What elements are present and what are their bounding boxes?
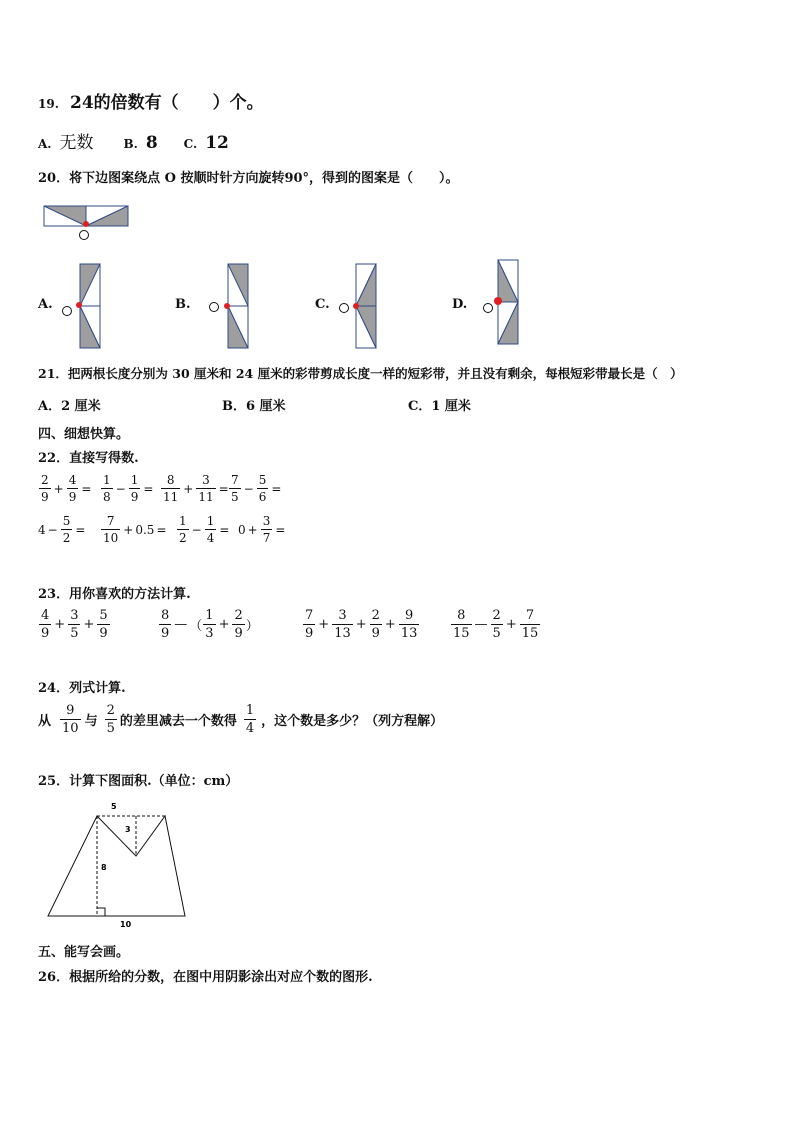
q25-dim-base: 10 bbox=[120, 920, 132, 929]
denominator: 15 bbox=[521, 626, 539, 641]
q23-stem: 23．用你喜欢的方法计算. bbox=[38, 587, 191, 602]
fraction bbox=[203, 609, 215, 640]
fraction bbox=[39, 609, 51, 640]
fraction bbox=[491, 609, 503, 640]
denominator: 5 bbox=[106, 721, 115, 736]
section-4-title: 四、细想快算。 bbox=[38, 427, 130, 442]
numerator: 8 bbox=[457, 608, 466, 623]
denominator: 3 bbox=[205, 626, 214, 641]
right-paren: ） bbox=[245, 619, 259, 634]
numerator: 5 bbox=[99, 608, 108, 623]
numerator: 7 bbox=[106, 514, 115, 528]
q25-figure bbox=[40, 800, 200, 930]
equals: = bbox=[271, 481, 282, 496]
q25-dim-top: 5 bbox=[111, 802, 117, 811]
operator: — bbox=[474, 617, 488, 632]
q20-option-d-figure bbox=[476, 258, 536, 350]
text: ，这个数是多少？（列方程解） bbox=[261, 714, 444, 729]
q22-expr-5 bbox=[38, 515, 87, 544]
q22-expr-4 bbox=[228, 474, 283, 503]
fraction bbox=[196, 474, 215, 503]
numerator: 7 bbox=[305, 608, 314, 623]
q20-option-b-figure bbox=[204, 262, 264, 354]
operator: + bbox=[384, 617, 396, 632]
operator: + bbox=[54, 617, 66, 632]
operator: + bbox=[218, 617, 230, 632]
fraction bbox=[161, 474, 180, 503]
q24-stem: 24．列式计算. bbox=[38, 681, 126, 696]
q22-stem: 22．直接写得数. bbox=[38, 451, 139, 466]
numerator: 8 bbox=[166, 473, 175, 487]
numerator: 7 bbox=[525, 608, 535, 623]
operator: + bbox=[53, 481, 64, 496]
fraction bbox=[129, 474, 141, 503]
q21-stem: 21．把两根长度分别为 30 厘米和 24 厘米的彩带剪成长度一样的短彩带，并且没有剩余，每根短彩带最长是（ ） bbox=[38, 366, 683, 381]
q20-option-b-label: B. bbox=[175, 297, 191, 312]
operator: − bbox=[191, 522, 202, 537]
fraction bbox=[451, 609, 472, 640]
q22-expr-3 bbox=[160, 474, 231, 503]
numerator: 4 bbox=[41, 608, 50, 623]
denominator: 9 bbox=[234, 626, 243, 641]
numerator: 2 bbox=[106, 703, 115, 718]
fraction bbox=[520, 609, 541, 640]
numerator: 2 bbox=[492, 608, 501, 623]
operator: − bbox=[243, 481, 254, 496]
q19-option-c-label: C. bbox=[183, 137, 198, 151]
q20-option-d-label: D. bbox=[452, 297, 468, 312]
numerator: 3 bbox=[262, 514, 271, 528]
text: 从 bbox=[38, 714, 52, 729]
q23-expr-3 bbox=[302, 609, 420, 640]
operator: + bbox=[355, 617, 367, 632]
fraction bbox=[370, 609, 382, 640]
fraction bbox=[229, 474, 241, 503]
operator: + bbox=[123, 522, 134, 537]
fraction bbox=[97, 609, 109, 640]
fraction bbox=[67, 474, 79, 503]
equals: = bbox=[275, 522, 286, 537]
fraction bbox=[101, 515, 120, 544]
denominator: 9 bbox=[305, 626, 314, 641]
numerator: 5 bbox=[62, 514, 71, 528]
q19-options bbox=[38, 128, 229, 153]
operator: + bbox=[83, 617, 95, 632]
q24-problem bbox=[38, 704, 443, 735]
q22-expr-6 bbox=[100, 515, 169, 544]
q19-number: 19. bbox=[38, 97, 59, 111]
denominator: 4 bbox=[206, 531, 215, 545]
text: 的差里减去一个数得 bbox=[119, 714, 237, 729]
numerator: 1 bbox=[103, 473, 111, 487]
denominator: 13 bbox=[400, 626, 418, 641]
q20-original-figure bbox=[40, 202, 140, 242]
denominator: 9 bbox=[371, 626, 380, 641]
fraction bbox=[244, 704, 256, 735]
q22-expr-7 bbox=[176, 515, 231, 544]
numerator: 7 bbox=[231, 473, 239, 487]
equals: = bbox=[75, 522, 86, 537]
numerator: 2 bbox=[234, 608, 243, 623]
numerator: 9 bbox=[404, 608, 414, 623]
q19-option-a-text: 无数 bbox=[59, 133, 94, 153]
q21-option-c: C．1 厘米 bbox=[408, 399, 471, 414]
q20-option-a-figure bbox=[60, 262, 110, 354]
q20-stem: 20．将下边图案绕点 O 按顺时针方向旋转90°，得到的图案是（ ）。 bbox=[38, 171, 459, 186]
equals: = bbox=[156, 522, 167, 537]
section-5-title: 五、能写会画。 bbox=[38, 945, 130, 960]
operator: + bbox=[505, 617, 517, 632]
denominator: 9 bbox=[41, 490, 49, 504]
q19-line bbox=[38, 88, 264, 113]
number: 0.5 bbox=[135, 522, 155, 537]
q23-expr-1 bbox=[38, 609, 111, 640]
q20-option-c-label: C. bbox=[315, 297, 330, 312]
q19-option-a-label: A. bbox=[38, 137, 52, 151]
q19-option-b-label: B. bbox=[123, 137, 138, 151]
denominator: 8 bbox=[103, 490, 111, 504]
numerator: 5 bbox=[258, 473, 267, 487]
fraction bbox=[101, 474, 113, 503]
numerator: 3 bbox=[70, 608, 79, 623]
denominator: 10 bbox=[62, 721, 79, 736]
denominator: 2 bbox=[179, 531, 187, 545]
q21-option-b: B．6 厘米 bbox=[222, 399, 286, 414]
fraction bbox=[39, 474, 51, 503]
fraction bbox=[303, 609, 315, 640]
q23-expr-2 bbox=[158, 609, 259, 640]
numerator: 1 bbox=[205, 608, 214, 623]
q20-option-c-figure bbox=[334, 262, 394, 354]
denominator: 4 bbox=[245, 721, 255, 736]
left-paren: （ bbox=[189, 619, 203, 634]
equals: = bbox=[219, 522, 230, 537]
fraction bbox=[232, 609, 244, 640]
denominator: 9 bbox=[130, 490, 139, 504]
q26-stem: 26．根据所给的分数，在图中用阴影涂出对应个数的图形. bbox=[38, 970, 373, 985]
fraction bbox=[68, 609, 80, 640]
denominator: 11 bbox=[198, 490, 214, 504]
fraction bbox=[332, 609, 353, 640]
numerator: 1 bbox=[130, 473, 139, 487]
text: 与 bbox=[84, 714, 98, 729]
numerator: 3 bbox=[338, 608, 347, 623]
fraction bbox=[177, 515, 189, 544]
fraction bbox=[60, 704, 81, 735]
q22-expr-2 bbox=[100, 474, 155, 503]
q19-stem: 24的倍数有（ ）个。 bbox=[69, 93, 264, 113]
denominator: 9 bbox=[99, 626, 108, 641]
operator: + bbox=[247, 522, 258, 537]
denominator: 5 bbox=[70, 626, 79, 641]
fraction bbox=[105, 704, 117, 735]
fraction bbox=[261, 515, 273, 544]
number: 0 bbox=[238, 522, 246, 537]
q19-option-c-text: 12 bbox=[205, 133, 229, 153]
denominator: 2 bbox=[62, 531, 71, 545]
denominator: 5 bbox=[492, 626, 501, 641]
denominator: 5 bbox=[231, 490, 239, 504]
numerator: 3 bbox=[202, 473, 210, 487]
fraction bbox=[205, 515, 217, 544]
fraction bbox=[399, 609, 420, 640]
equals: = bbox=[143, 481, 154, 496]
numerator: 1 bbox=[245, 703, 255, 718]
denominator: 7 bbox=[262, 531, 271, 545]
q25-dim-height: 8 bbox=[101, 863, 107, 872]
denominator: 15 bbox=[453, 626, 470, 641]
q22-expr-8 bbox=[238, 515, 287, 544]
denominator: 9 bbox=[68, 490, 77, 504]
denominator: 9 bbox=[161, 626, 170, 641]
denominator: 9 bbox=[41, 626, 50, 641]
q25-dim-notch: 3 bbox=[125, 825, 131, 834]
number: 4 bbox=[38, 522, 46, 537]
numerator: 4 bbox=[68, 473, 77, 487]
numerator: 8 bbox=[161, 608, 170, 623]
fraction bbox=[159, 609, 171, 640]
operator: + bbox=[318, 617, 330, 632]
operator: — bbox=[174, 617, 188, 632]
numerator: 1 bbox=[179, 514, 187, 528]
numerator: 9 bbox=[66, 703, 75, 718]
denominator: 6 bbox=[258, 490, 267, 504]
q22-expr-1 bbox=[38, 474, 93, 503]
equals: = bbox=[81, 481, 92, 496]
q23-expr-4 bbox=[450, 609, 541, 640]
numerator: 2 bbox=[41, 473, 49, 487]
fraction bbox=[257, 474, 269, 503]
denominator: 11 bbox=[163, 490, 179, 504]
denominator: 13 bbox=[334, 626, 351, 641]
q19-option-b-text: 8 bbox=[145, 133, 158, 153]
q25-stem: 25．计算下图面积.（单位：cm） bbox=[38, 774, 239, 789]
numerator: 2 bbox=[371, 608, 380, 623]
denominator: 10 bbox=[103, 531, 119, 545]
q21-option-a: A．2 厘米 bbox=[38, 399, 101, 414]
operator: − bbox=[47, 522, 58, 537]
numerator: 1 bbox=[206, 514, 215, 528]
operator: − bbox=[115, 481, 126, 496]
equals: = bbox=[218, 481, 229, 496]
q20-option-a-label: A. bbox=[38, 297, 53, 312]
fraction bbox=[61, 515, 73, 544]
operator: + bbox=[183, 481, 194, 496]
